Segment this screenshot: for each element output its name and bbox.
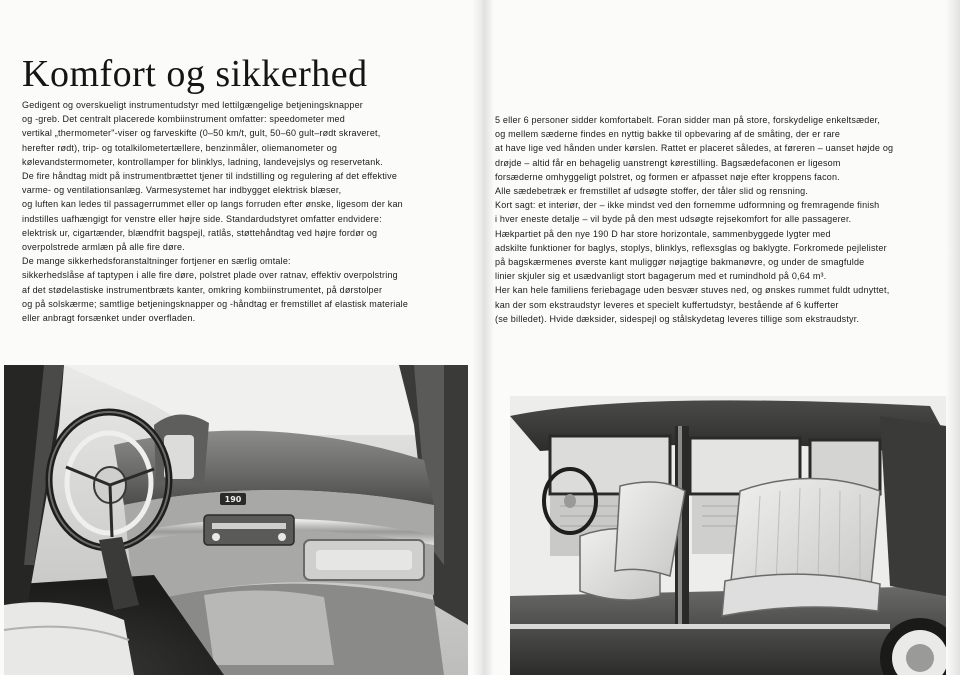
text-line: adskilte funktioner for baglys, stoplys, blinklys, reflexsglas og baklygte. Forkromede pejlelister [495, 242, 887, 253]
text-line: og mellem sæderne findes en nyttig bakke til opbevaring af de småting, der er rare [495, 129, 841, 140]
text-line: og -greb. Det centralt placerede kombiinstrument omfatter: speedometer med [22, 114, 345, 125]
text-line: Kort sagt: et interiør, der – ikke mindst ved den fornemme udformning og fremragende finish [495, 200, 880, 211]
text-line: 5 eller 6 personer sidder komfortabelt. Foran sidder man på store, forskydelige enkeltsæder, [495, 115, 881, 125]
text-line: forsæderne omhyggeligt polstret, og formen er afpasset nøje efter kroppens facon. [495, 171, 840, 182]
text-line: eller anbragt forsænket under overfladen. [22, 313, 196, 324]
text-line: og på solskærme; samtlige betjeningsknapper og -håndtag er fremstillet af elastisk materiale [22, 298, 409, 309]
text-line: (se billedet). Hvide dæksider, sidespejl og stålskydetag leveres tillige som ekstraudstyr. [495, 313, 860, 324]
text-line: af det stødelastiske instrumentbræts kanter, omkring kombiinstrumentet, på dørstolper [22, 284, 383, 295]
text-line: på bagskærmenes øverste kant muliggør nøjagtige bakmanøvre, og under de smagfulde [495, 257, 865, 268]
text-line: og luften kan ledes til passagerrummet eller op langs forruden efter ønske, ligesom der kan [22, 199, 403, 210]
text-line: linier skjuler sig et usædvanligt stort bagagerum med et rumindhold på 0,64 m³. [495, 271, 827, 282]
text-line: Her kan hele familiens feriebagage uden besvær stuves ned, og ønskes rummet fuldt udnyttet, [495, 285, 890, 296]
text-line: herefter rødt), trip- og totalkilometertællere, benzinmåler, oliemanometer og [22, 142, 338, 153]
left-text-column [22, 98, 462, 325]
interior-photo [510, 396, 946, 675]
text-line: De fire håndtag midt på instrumentbrættet tjener til indstilling og regulering af det effektive [22, 171, 398, 182]
page-gutter-shadow [472, 0, 494, 675]
page-edge-shadow [946, 0, 960, 675]
text-line: De mange sikkerhedsforanstaltninger fortjener en særlig omtale: [22, 256, 291, 267]
text-line: at have lige ved hånden under kørslen. Rattet er placeret således, at føreren – uanset højde og [495, 143, 894, 154]
text-line: varme- og ventilationsanlæg. Varmesystemet har indbygget elektrisk blæser, [22, 185, 342, 196]
text-line: overpolstrede armlæn på alle fire døre. [22, 242, 185, 253]
text-line: i hver eneste detalje – vil byde på den mest udsøgte rejsekomfort for alle passagerer. [495, 214, 852, 225]
text-line: Hækpartiet på den nye 190 D har store horizontale, sammenbyggede lygter med [495, 228, 831, 239]
text-line: kan der som ekstraudstyr leveres et specielt kuffertudstyr, bestående af 6 kufferter [495, 299, 839, 310]
text-line: kølevandstermometer, kontrollamper for blinklys, ladning, landevejslys og reservetank. [22, 156, 383, 167]
text-line: drøjde – altid får en behagelig uanstrengt kørestilling. Bagsædefaconen er ligesom [495, 157, 841, 168]
page-title: Komfort og sikkerhed [22, 53, 368, 95]
dashboard-illustration [4, 365, 468, 675]
dashboard-badge-text: 190 [224, 495, 242, 504]
text-line: Alle sædebetræk er fremstillet af udsøgte stoffer, der tåler slid og rensning. [495, 186, 809, 197]
interior-illustration [510, 396, 946, 675]
text-line: indstilles uafhængigt for venstre eller højre side. Standardudstyret omfatter endvidere: [22, 213, 382, 224]
right-text-column [495, 113, 935, 326]
text-line: Gedigent og overskueligt instrumentudstyr med lettilgængelige betjeningsknapper [22, 100, 363, 110]
text-line: vertikal „thermometer"-viser og farveskifte (0–50 km/t, gult, 50–60 gult–rødt skraveret, [22, 128, 381, 139]
text-line: elektrisk ur, cigartænder, blændfrit bagspejl, ratlås, støttehåndtag ved højre fordør og [22, 227, 378, 238]
text-line: sikkerhedslåse af taptypen i alle fire døre, polstret plade over ratnav, effektiv overpolstring [22, 270, 398, 281]
dashboard-photo [4, 365, 468, 675]
